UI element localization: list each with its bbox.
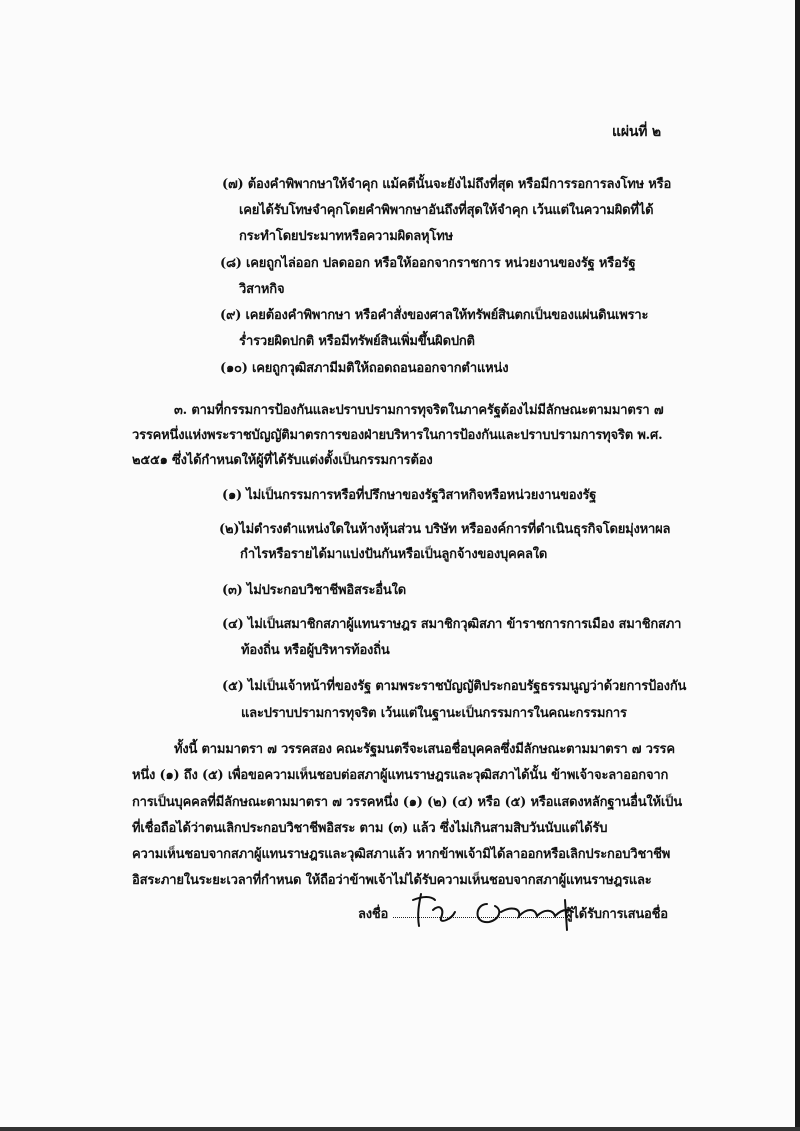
item-9-line-1: (๙) เคยต้องคำพิพากษา หรือคำสั่งของศาลให้ทรัพย์สินตกเป็นของแผ่นดินเพราะ [220,308,649,323]
page-number: แผ่นที่ ๒ [612,124,661,140]
req-2-line-1: (๒)ไม่ดำรงตำแหน่งใดในห้างหุ้นส่วน บริษัท หรือองค์การที่ดำเนินธุรกิจโดยมุ่งหาผล [219,522,671,537]
signature-label: ลงชื่อ [358,907,389,922]
req-4-line-2: ท้องถิ่น หรือผู้บริหารท้องถิ่น [241,643,390,658]
closing-line-2: หนึ่ง (๑) ถึง (๕) เพื่อขอความเห็นชอบต่อสภาผู้แทนราษฎรและวุฒิสภาได้นั้น ข้าพเจ้าจะลาออกจาก [132,768,669,783]
closing-line-3: การเป็นบุคคลที่มีลักษณะตามมาตรา ๗ วรรคหนึ่ง (๑) (๒) (๔) หรือ (๕) หรือแสดงหลักฐานอื่นให้เป็น [132,795,682,810]
req-3: (๓) ไม่ประกอบวิชาชีพอิสระอื่นใด [222,583,406,598]
item-7-line-1: (๗) ต้องคำพิพากษาให้จำคุก แม้คดีนั้นจะยังไม่ถึงที่สุด หรือมีการรอการลงโทษ หรือ [222,177,672,192]
item-7-line-3: กระทำโดยประมาทหรือความผิดลหุโทษ [239,229,453,244]
handwritten-signature [395,886,585,936]
closing-line-5: ความเห็นชอบจากสภาผู้แทนราษฎรและวุฒิสภาแล้ว หากข้าพเจ้ามิได้ลาออกหรือเลิกประกอบวิชาชีพ [132,847,671,862]
closing-line-6: อิสระภายในระยะเวลาที่กำหนด ให้ถือว่าข้าพเจ้าไม่ได้รับความเห็นชอบจากสภาผู้แทนราษฎรและ [132,873,652,888]
closing-line-1: ทั้งนี้ ตามมาตรา ๗ วรรคสอง คณะรัฐมนตรีจะเสนอชื่อบุคคลซึ่งมีลักษณะตามมาตรา ๗ วรรค [174,742,675,757]
req-4-line-1: (๔) ไม่เป็นสมาชิกสภาผู้แทนราษฎร สมาชิกวุฒิสภา ข้าราชการการเมือง สมาชิกสภา [222,617,682,632]
item-8-line-1: (๘) เคยถูกไล่ออก ปลดออก หรือให้ออกจากราชการ หน่วยงานของรัฐ หรือรัฐ [220,256,636,271]
scan-edge-right [795,0,800,1131]
req-5-line-2: และปราบปรามการทุจริต เว้นแต่ในฐานะเป็นกรรมการในคณะกรรมการ [241,706,627,721]
section3-line-2: วรรคหนึ่งแห่งพระราชบัญญัติมาตรการของฝ่ายบริหารในการป้องกันและปราบปรามการทุจริต พ.ศ. [132,428,663,443]
req-5-line-1: (๕) ไม่เป็นเจ้าหน้าที่ของรัฐ ตามพระราชบัญญัติประกอบรัฐธรรมนูญว่าด้วยการป้องกัน [222,679,687,694]
req-2-line-2: กำไรหรือรายได้มาแบ่งปันกันหรือเป็นลูกจ้างของบุคคลใด [240,547,548,562]
signature-suffix: ผู้ได้รับการเสนอชื่อ [565,907,668,922]
section3-line-1: ๓. ตามที่กรรมการป้องกันและปราบปรามการทุจริตในภาครัฐต้องไม่มีลักษณะตามมาตรา ๗ [174,403,664,418]
item-9-line-2: ร่ำรวยผิดปกติ หรือมีทรัพย์สินเพิ่มขึ้นผิดปกติ [239,334,475,349]
item-7-line-2: เคยได้รับโทษจำคุกโดยคำพิพากษาอันถึงที่สุดให้จำคุก เว้นแต่ในความผิดที่ได้ [239,203,654,218]
item-10: (๑๐) เคยถูกวุฒิสภามีมติให้ถอดถอนออกจากตำแหน่ง [220,361,509,376]
scan-edge-bottom [0,1127,800,1131]
section3-line-3: ๒๕๕๑ ซึ่งได้กำหนดให้ผู้ที่ได้รับแต่งตั้งเป็นกรรมการต้อง [132,453,433,468]
item-8-line-2: วิสาหกิจ [239,282,285,297]
closing-line-4: ที่เชื่อถือได้ว่าตนเลิกประกอบวิชาชีพอิสระ ตาม (๓) แล้ว ซึ่งไม่เกินสามสิบวันนับแต่ได้รับ [132,821,608,836]
req-1: (๑) ไม่เป็นกรรมการหรือที่ปรึกษาของรัฐวิสาหกิจหรือหน่วยงานของรัฐ [222,488,597,503]
